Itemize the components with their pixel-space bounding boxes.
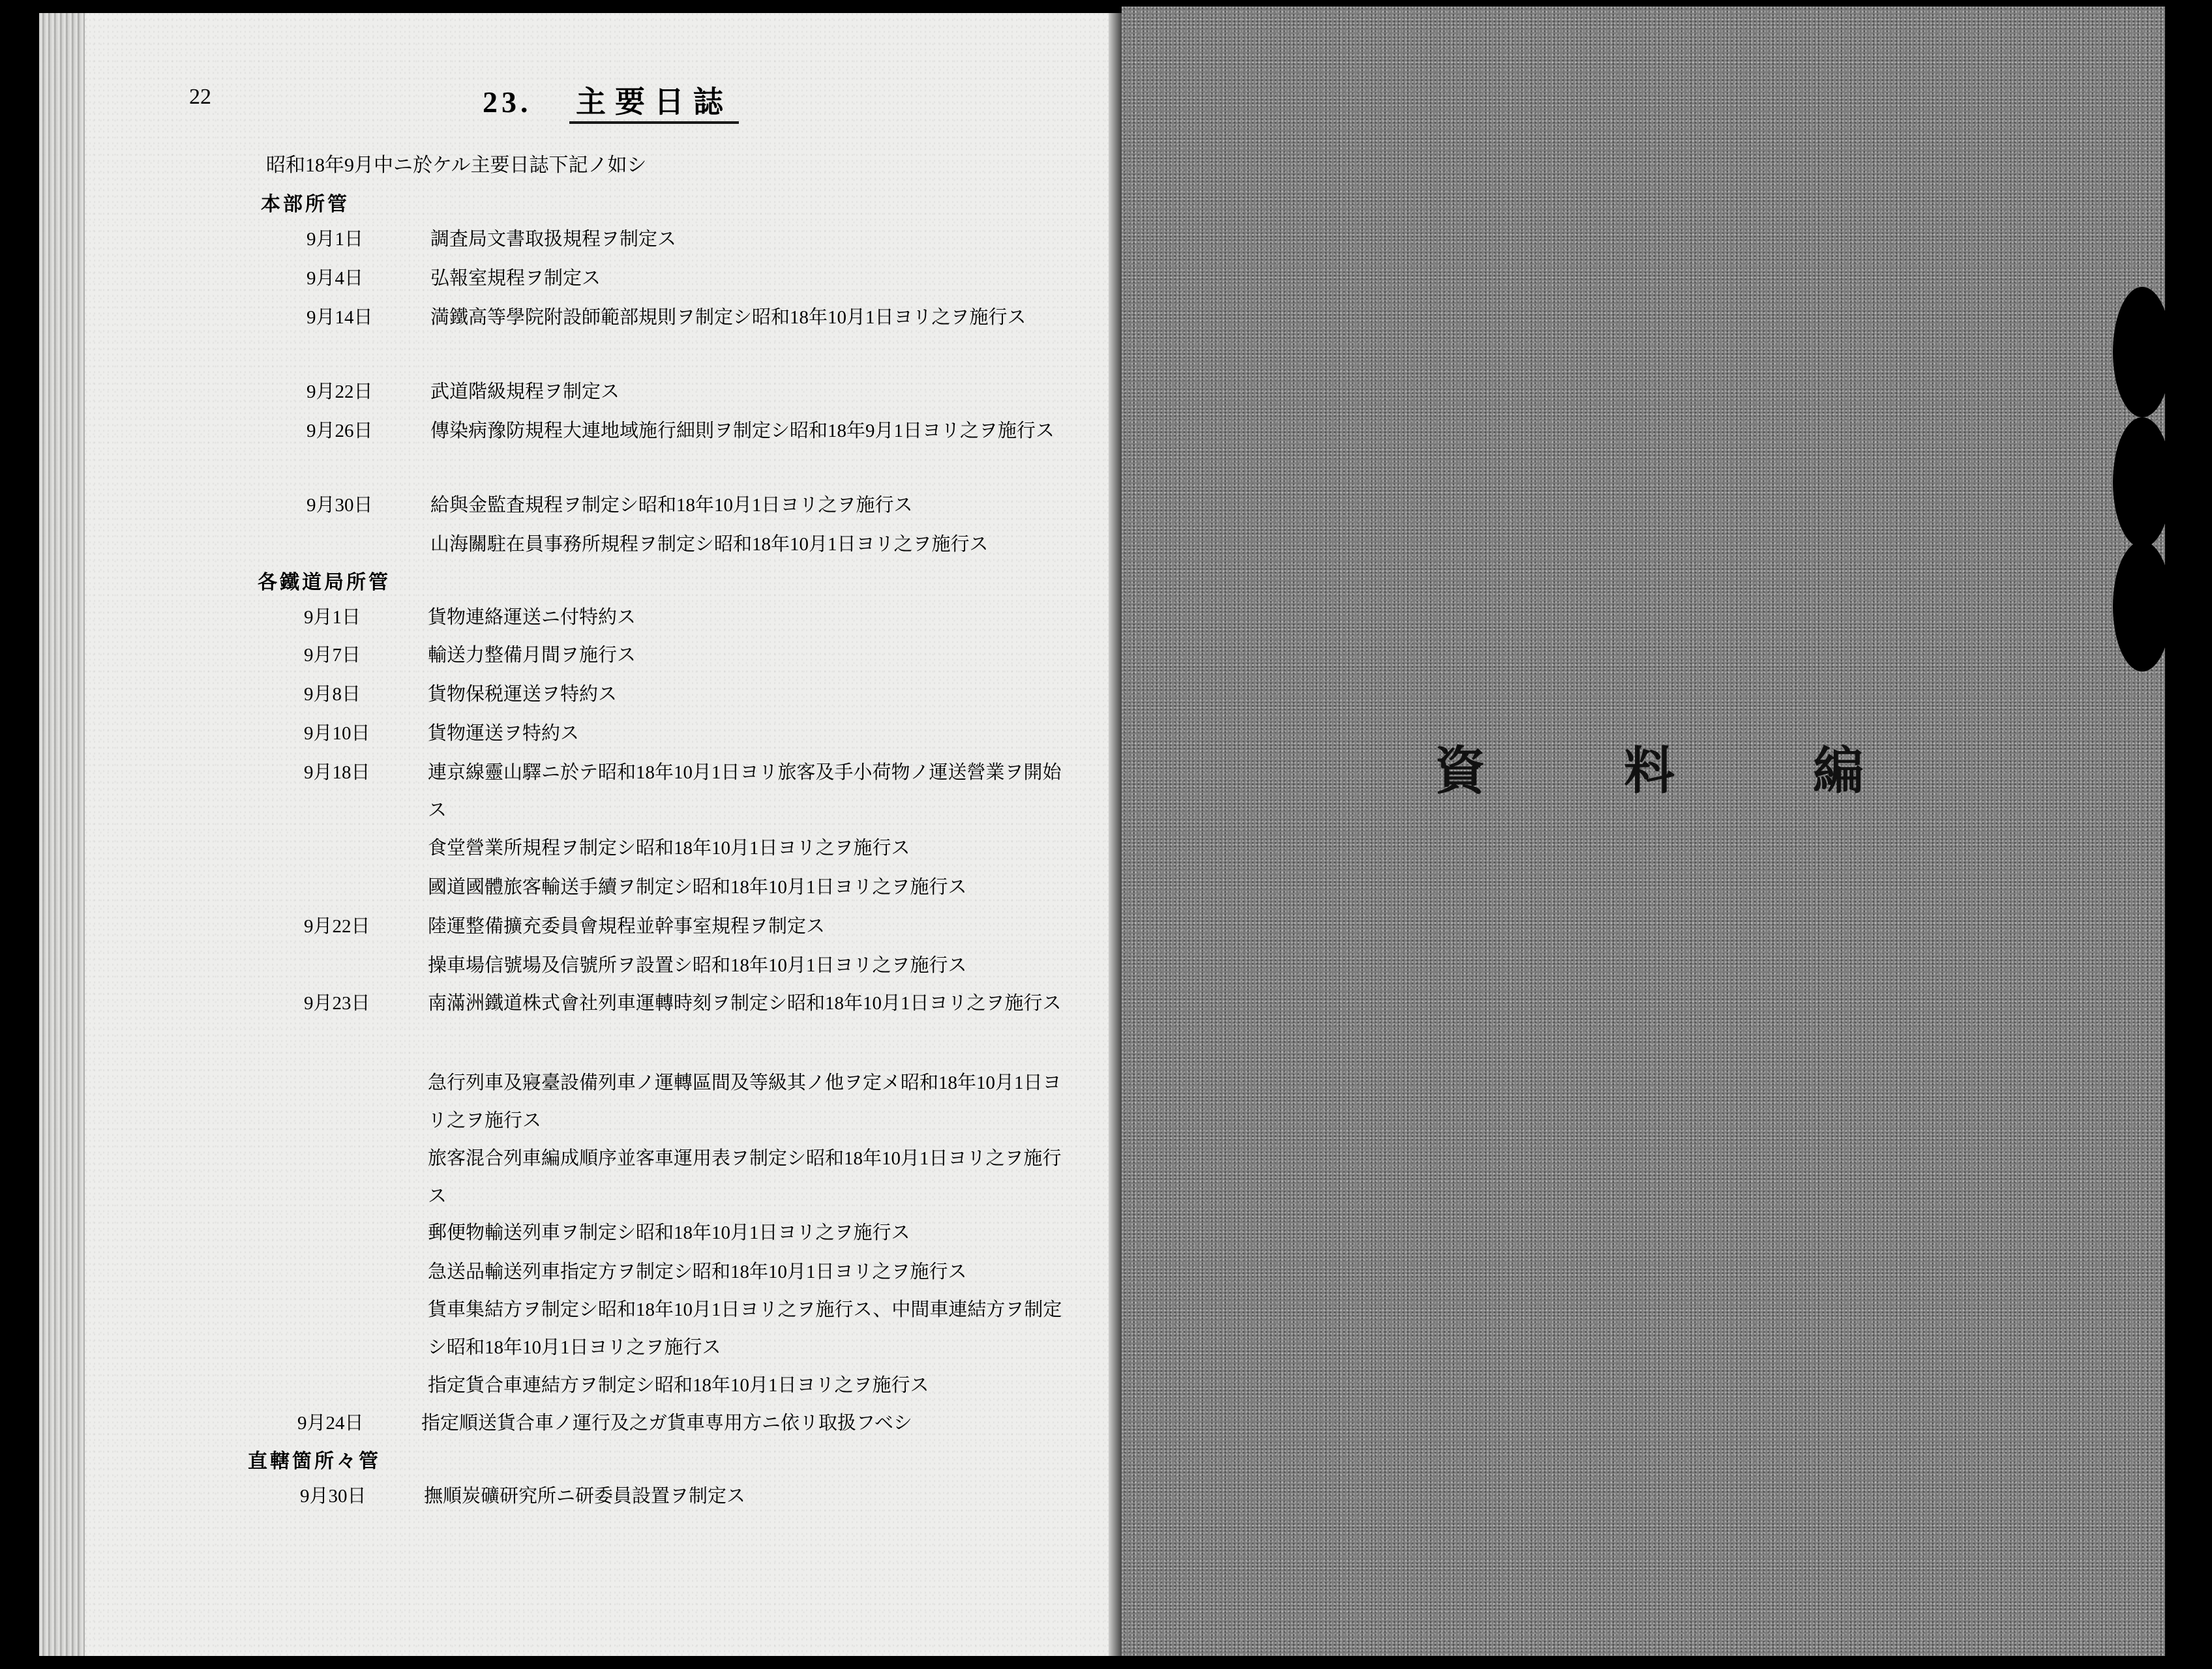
entry-date: 9月24日: [297, 1413, 364, 1434]
entry-text: 指定順送貨合車ノ運行及之ガ貨車専用方ニ依リ取扱フベシ: [421, 1413, 912, 1434]
entry-text: 貨物運送ヲ特約ス: [428, 723, 580, 744]
entry-text: 貨物連絡運送ニ付特約ス: [428, 607, 636, 628]
title-char: 編: [1813, 741, 1864, 801]
entry-text: 食堂營業所規程ヲ制定シ昭和18年10月1日ヨリ之ヲ施行ス: [428, 838, 910, 859]
group-heading-headquarters: 本部所管: [261, 194, 350, 215]
entry-text: 撫順炭礦研究所ニ研委員設置ヲ制定ス: [424, 1486, 746, 1507]
section-title-text: 主要日誌: [569, 85, 739, 124]
entry-date: 9月4日: [306, 268, 364, 289]
section-title: [483, 78, 739, 121]
entry-date: 9月7日: [304, 645, 361, 666]
page-edge-stack: [39, 13, 85, 1656]
entry-text: 武道階級規程ヲ制定ス: [430, 381, 620, 402]
entry-date: 9月10日: [304, 723, 370, 744]
entry-text: 給與金監査規程ヲ制定シ昭和18年10月1日ヨリ之ヲ施行ス: [430, 495, 913, 516]
entry-date: 9月1日: [304, 607, 361, 628]
entry-date: 9月22日: [304, 916, 370, 937]
group-heading-direct-offices: 直轄箇所々管: [248, 1451, 381, 1472]
group-heading-railway-bureaus: 各鐵道局所管: [258, 572, 391, 593]
title-char: 料: [1624, 741, 1675, 801]
page-number: 22: [189, 85, 211, 109]
materials-section-title: [1435, 730, 2002, 803]
entry-text: 連京線靈山驛ニ於テ昭和18年10月1日ヨリ旅客及手小荷物ノ運送營業ヲ開始ス: [428, 762, 1062, 821]
entry-date: 9月14日: [306, 307, 373, 328]
entry-date: 9月23日: [304, 993, 370, 1014]
intro-line: 昭和18年9月中ニ於ケル主要日誌下記ノ如シ: [266, 155, 647, 176]
entry-text: 傳染病豫防規程大連地域施行細則ヲ制定シ昭和18年9月1日ヨリ之ヲ施行ス: [430, 421, 1055, 441]
entry-date: 9月1日: [306, 229, 364, 250]
right-page: [1122, 7, 2165, 1656]
entry-date: 9月18日: [304, 762, 370, 783]
entry-text: 山海關駐在員事務所規程ヲ制定シ昭和18年10月1日ヨリ之ヲ施行ス: [430, 534, 989, 555]
entry-date: 9月22日: [306, 381, 373, 402]
entry-text: 陸運整備擴充委員會規程並幹事室規程ヲ制定ス: [428, 916, 826, 937]
entry-text: 貨物保税運送ヲ特約ス: [428, 684, 618, 705]
entry-text: 満鐵高等學院附設師範部規則ヲ制定シ昭和18年10月1日ヨリ之ヲ施行ス: [430, 307, 1026, 328]
entry-date: 9月30日: [306, 495, 373, 516]
entry-text: 旅客混合列車編成順序並客車運用表ヲ制定シ昭和18年10月1日ヨリ之ヲ施行ス: [428, 1148, 1062, 1207]
entry-text: 貨車集結方ヲ制定シ昭和18年10月1日ヨリ之ヲ施行ス、中間車連結方ヲ制定シ昭和18年10月1日ヨリ之ヲ施行ス: [428, 1299, 1062, 1358]
entry-text: 國道國體旅客輸送手續ヲ制定シ昭和18年10月1日ヨリ之ヲ施行ス: [428, 877, 967, 898]
entry-date: 9月8日: [304, 684, 361, 705]
binding-gutter: [1109, 13, 1122, 1656]
entry-text: 南滿洲鐵道株式會社列車運轉時刻ヲ制定シ昭和18年10月1日ヨリ之ヲ施行ス: [428, 993, 1062, 1014]
entry-text: 弘報室規程ヲ制定ス: [430, 268, 601, 289]
section-number: 23.: [483, 85, 532, 119]
thumb-tab-notch: [2113, 417, 2172, 548]
entry-text: 指定貨合車連結方ヲ制定シ昭和18年10月1日ヨリ之ヲ施行ス: [428, 1375, 929, 1396]
thumb-tab-notch: [2113, 287, 2172, 417]
entry-text: 輸送力整備月間ヲ施行ス: [428, 645, 636, 666]
entry-text: 調査局文書取扱規程ヲ制定ス: [430, 229, 677, 250]
entry-text: 郵便物輸送列車ヲ制定シ昭和18年10月1日ヨリ之ヲ施行ス: [428, 1222, 910, 1243]
title-char: 資: [1435, 741, 1486, 801]
thumb-tab-notch: [2113, 541, 2172, 672]
entry-text: 急行列車及寢臺設備列車ノ運轉區間及等級其ノ他ヲ定メ昭和18年10月1日ヨリ之ヲ施行ス: [428, 1072, 1062, 1131]
entry-date: 9月26日: [306, 421, 373, 441]
entry-date: 9月30日: [300, 1486, 366, 1507]
entry-text: 急送品輸送列車指定方ヲ制定シ昭和18年10月1日ヨリ之ヲ施行ス: [428, 1262, 967, 1282]
entry-text: 操車場信號場及信號所ヲ設置シ昭和18年10月1日ヨリ之ヲ施行ス: [428, 955, 967, 976]
